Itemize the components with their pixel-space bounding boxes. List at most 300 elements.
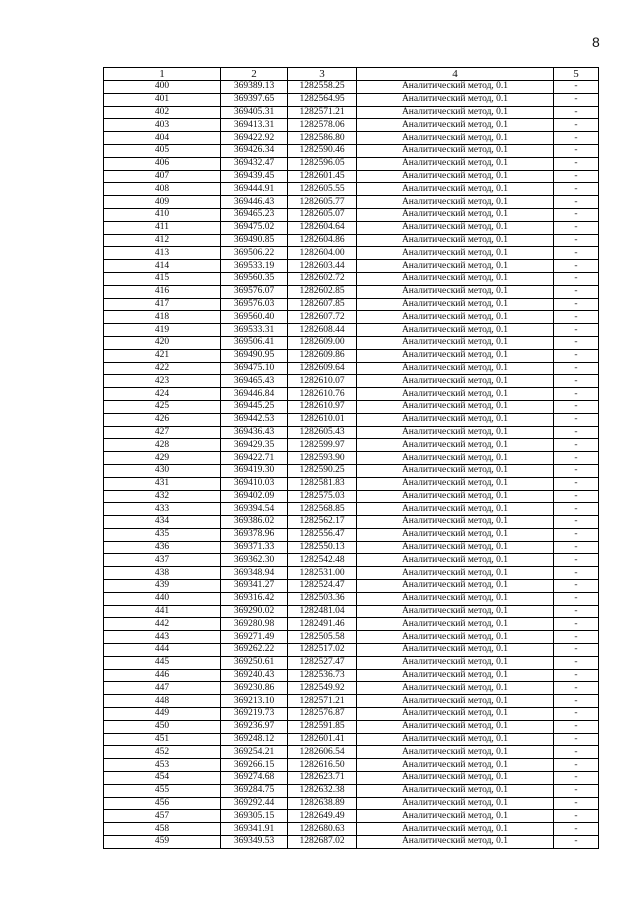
determination-method: Аналитический метод, 0.1 [357,823,554,836]
error-value: - [554,183,599,196]
determination-method: Аналитический метод, 0.1 [357,170,554,183]
table-row [104,554,599,567]
table-row [104,528,599,541]
determination-method: Аналитический метод, 0.1 [357,656,554,669]
point-number: 413 [104,247,221,260]
error-value: - [554,119,599,132]
determination-method: Аналитический метод, 0.1 [357,285,554,298]
error-value: - [554,439,599,452]
determination-method: Аналитический метод, 0.1 [357,311,554,324]
determination-method: Аналитический метод, 0.1 [357,260,554,273]
x-coordinate: 369429.35 [221,439,288,452]
determination-method: Аналитический метод, 0.1 [357,516,554,529]
x-coordinate: 369316.42 [221,592,288,605]
table-row [104,234,599,247]
x-coordinate: 369533.19 [221,260,288,273]
point-number: 451 [104,733,221,746]
determination-method: Аналитический метод, 0.1 [357,221,554,234]
table-row [104,106,599,119]
table-row [104,272,599,285]
table-row [104,759,599,772]
error-value: - [554,106,599,119]
error-value: - [554,759,599,772]
x-coordinate: 369266.15 [221,759,288,772]
error-value: - [554,516,599,529]
table-row [104,336,599,349]
determination-method: Аналитический метод, 0.1 [357,772,554,785]
y-coordinate: 1282610.76 [288,388,357,401]
error-value: - [554,400,599,413]
x-coordinate: 369394.54 [221,503,288,516]
error-value: - [554,746,599,759]
determination-method: Аналитический метод, 0.1 [357,157,554,170]
table-row [104,567,599,580]
determination-method: Аналитический метод, 0.1 [357,644,554,657]
point-number: 446 [104,669,221,682]
point-number: 423 [104,375,221,388]
determination-method: Аналитический метод, 0.1 [357,810,554,823]
y-coordinate: 1282649.49 [288,810,357,823]
determination-method: Аналитический метод, 0.1 [357,234,554,247]
y-coordinate: 1282632.38 [288,784,357,797]
x-coordinate: 369560.35 [221,272,288,285]
point-number: 447 [104,682,221,695]
x-coordinate: 369341.27 [221,580,288,593]
header-col-2: 2 [221,68,288,81]
point-number: 435 [104,528,221,541]
determination-method: Аналитический метод, 0.1 [357,541,554,554]
table-row [104,516,599,529]
coordinates-table [103,67,599,849]
error-value: - [554,413,599,426]
point-number: 400 [104,81,221,94]
x-coordinate: 369533.31 [221,324,288,337]
table-row [104,477,599,490]
error-value: - [554,221,599,234]
point-number: 456 [104,797,221,810]
x-coordinate: 369290.02 [221,605,288,618]
point-number: 445 [104,656,221,669]
error-value: - [554,592,599,605]
y-coordinate: 1282604.86 [288,234,357,247]
table-row [104,285,599,298]
x-coordinate: 369506.22 [221,247,288,260]
error-value: - [554,682,599,695]
table-row [104,720,599,733]
determination-method: Аналитический метод, 0.1 [357,567,554,580]
determination-method: Аналитический метод, 0.1 [357,388,554,401]
x-coordinate: 369284.75 [221,784,288,797]
y-coordinate: 1282527.47 [288,656,357,669]
table-row [104,413,599,426]
y-coordinate: 1282602.72 [288,272,357,285]
y-coordinate: 1282605.77 [288,196,357,209]
y-coordinate: 1282536.73 [288,669,357,682]
x-coordinate: 369410.03 [221,477,288,490]
table-row [104,836,599,849]
table-row [104,400,599,413]
determination-method: Аналитический метод, 0.1 [357,784,554,797]
determination-method: Аналитический метод, 0.1 [357,720,554,733]
error-value: - [554,388,599,401]
table-row [104,93,599,106]
error-value: - [554,234,599,247]
y-coordinate: 1282605.55 [288,183,357,196]
table-row [104,708,599,721]
point-number: 401 [104,93,221,106]
x-coordinate: 369576.07 [221,285,288,298]
error-value: - [554,490,599,503]
x-coordinate: 369240.43 [221,669,288,682]
x-coordinate: 369213.10 [221,695,288,708]
table-row [104,311,599,324]
table-row [104,682,599,695]
x-coordinate: 369402.09 [221,490,288,503]
x-coordinate: 369349.53 [221,836,288,849]
point-number: 452 [104,746,221,759]
point-number: 409 [104,196,221,209]
point-number: 428 [104,439,221,452]
x-coordinate: 369230.86 [221,682,288,695]
x-coordinate: 369445.25 [221,400,288,413]
point-number: 434 [104,516,221,529]
x-coordinate: 369348.94 [221,567,288,580]
point-number: 427 [104,426,221,439]
x-coordinate: 369274.68 [221,772,288,785]
y-coordinate: 1282531.00 [288,567,357,580]
point-number: 450 [104,720,221,733]
error-value: - [554,247,599,260]
determination-method: Аналитический метод, 0.1 [357,464,554,477]
y-coordinate: 1282586.80 [288,132,357,145]
table-row [104,784,599,797]
error-value: - [554,720,599,733]
y-coordinate: 1282687.02 [288,836,357,849]
determination-method: Аналитический метод, 0.1 [357,452,554,465]
y-coordinate: 1282571.21 [288,695,357,708]
point-number: 424 [104,388,221,401]
table-row [104,733,599,746]
point-number: 414 [104,260,221,273]
y-coordinate: 1282603.44 [288,260,357,273]
table-row [104,592,599,605]
y-coordinate: 1282590.25 [288,464,357,477]
table-row [104,605,599,618]
table-row [104,132,599,145]
error-value: - [554,81,599,94]
x-coordinate: 369341.91 [221,823,288,836]
x-coordinate: 369560.40 [221,311,288,324]
error-value: - [554,362,599,375]
error-value: - [554,567,599,580]
error-value: - [554,554,599,567]
table-row [104,81,599,94]
error-value: - [554,298,599,311]
x-coordinate: 369397.65 [221,93,288,106]
x-coordinate: 369405.31 [221,106,288,119]
y-coordinate: 1282608.44 [288,324,357,337]
page-number: 8 [592,34,600,50]
point-number: 444 [104,644,221,657]
table-row [104,452,599,465]
determination-method: Аналитический метод, 0.1 [357,132,554,145]
error-value: - [554,464,599,477]
x-coordinate: 369490.95 [221,349,288,362]
y-coordinate: 1282558.25 [288,81,357,94]
point-number: 431 [104,477,221,490]
y-coordinate: 1282571.21 [288,106,357,119]
table-row [104,810,599,823]
x-coordinate: 369305.15 [221,810,288,823]
error-value: - [554,541,599,554]
determination-method: Аналитический метод, 0.1 [357,797,554,810]
determination-method: Аналитический метод, 0.1 [357,695,554,708]
determination-method: Аналитический метод, 0.1 [357,426,554,439]
error-value: - [554,324,599,337]
x-coordinate: 369439.45 [221,170,288,183]
x-coordinate: 369250.61 [221,656,288,669]
x-coordinate: 369444.91 [221,183,288,196]
error-value: - [554,631,599,644]
error-value: - [554,375,599,388]
y-coordinate: 1282601.45 [288,170,357,183]
x-coordinate: 369254.21 [221,746,288,759]
y-coordinate: 1282609.00 [288,336,357,349]
determination-method: Аналитический метод, 0.1 [357,298,554,311]
table-row [104,541,599,554]
y-coordinate: 1282623.71 [288,772,357,785]
point-number: 405 [104,144,221,157]
y-coordinate: 1282517.02 [288,644,357,657]
point-number: 458 [104,823,221,836]
determination-method: Аналитический метод, 0.1 [357,349,554,362]
point-number: 457 [104,810,221,823]
table-row [104,221,599,234]
point-number: 429 [104,452,221,465]
x-coordinate: 369475.02 [221,221,288,234]
error-value: - [554,477,599,490]
point-number: 408 [104,183,221,196]
y-coordinate: 1282578.06 [288,119,357,132]
determination-method: Аналитический метод, 0.1 [357,605,554,618]
point-number: 420 [104,336,221,349]
table-row [104,656,599,669]
error-value: - [554,772,599,785]
x-coordinate: 369465.43 [221,375,288,388]
table-row [104,644,599,657]
point-number: 421 [104,349,221,362]
header-col-5: 5 [554,68,599,81]
error-value: - [554,208,599,221]
table-row [104,695,599,708]
determination-method: Аналитический метод, 0.1 [357,93,554,106]
determination-method: Аналитический метод, 0.1 [357,362,554,375]
point-number: 436 [104,541,221,554]
x-coordinate: 369475.10 [221,362,288,375]
point-number: 430 [104,464,221,477]
determination-method: Аналитический метод, 0.1 [357,490,554,503]
point-number: 448 [104,695,221,708]
determination-method: Аналитический метод, 0.1 [357,336,554,349]
table-row [104,362,599,375]
point-number: 418 [104,311,221,324]
point-number: 453 [104,759,221,772]
point-number: 407 [104,170,221,183]
determination-method: Аналитический метод, 0.1 [357,144,554,157]
point-number: 422 [104,362,221,375]
error-value: - [554,144,599,157]
determination-method: Аналитический метод, 0.1 [357,592,554,605]
y-coordinate: 1282593.90 [288,452,357,465]
determination-method: Аналитический метод, 0.1 [357,528,554,541]
y-coordinate: 1282591.85 [288,720,357,733]
y-coordinate: 1282605.43 [288,426,357,439]
header-col-4: 4 [357,68,554,81]
point-number: 454 [104,772,221,785]
table-row [104,375,599,388]
determination-method: Аналитический метод, 0.1 [357,439,554,452]
error-value: - [554,695,599,708]
error-value: - [554,260,599,273]
x-coordinate: 369436.43 [221,426,288,439]
table-row [104,464,599,477]
x-coordinate: 369446.43 [221,196,288,209]
determination-method: Аналитический метод, 0.1 [357,208,554,221]
y-coordinate: 1282564.95 [288,93,357,106]
y-coordinate: 1282581.83 [288,477,357,490]
x-coordinate: 369248.12 [221,733,288,746]
table-row [104,298,599,311]
table-row [104,157,599,170]
point-number: 449 [104,708,221,721]
error-value: - [554,644,599,657]
point-number: 411 [104,221,221,234]
y-coordinate: 1282491.46 [288,618,357,631]
y-coordinate: 1282604.64 [288,221,357,234]
point-number: 433 [104,503,221,516]
y-coordinate: 1282550.13 [288,541,357,554]
x-coordinate: 369371.33 [221,541,288,554]
table-row [104,503,599,516]
y-coordinate: 1282602.85 [288,285,357,298]
determination-method: Аналитический метод, 0.1 [357,682,554,695]
y-coordinate: 1282604.00 [288,247,357,260]
x-coordinate: 369419.30 [221,464,288,477]
y-coordinate: 1282680.63 [288,823,357,836]
error-value: - [554,797,599,810]
table-row [104,144,599,157]
y-coordinate: 1282610.97 [288,400,357,413]
y-coordinate: 1282503.36 [288,592,357,605]
determination-method: Аналитический метод, 0.1 [357,247,554,260]
error-value: - [554,580,599,593]
error-value: - [554,503,599,516]
point-number: 437 [104,554,221,567]
table-row [104,388,599,401]
determination-method: Аналитический метод, 0.1 [357,106,554,119]
point-number: 459 [104,836,221,849]
determination-method: Аналитический метод, 0.1 [357,580,554,593]
table-row [104,119,599,132]
determination-method: Аналитический метод, 0.1 [357,400,554,413]
determination-method: Аналитический метод, 0.1 [357,708,554,721]
error-value: - [554,656,599,669]
x-coordinate: 369422.71 [221,452,288,465]
y-coordinate: 1282610.07 [288,375,357,388]
table-row [104,349,599,362]
determination-method: Аналитический метод, 0.1 [357,375,554,388]
y-coordinate: 1282568.85 [288,503,357,516]
table-row [104,196,599,209]
y-coordinate: 1282549.92 [288,682,357,695]
error-value: - [554,452,599,465]
x-coordinate: 369389.13 [221,81,288,94]
table-row [104,183,599,196]
determination-method: Аналитический метод, 0.1 [357,836,554,849]
table-row [104,669,599,682]
x-coordinate: 369378.96 [221,528,288,541]
point-number: 455 [104,784,221,797]
error-value: - [554,311,599,324]
determination-method: Аналитический метод, 0.1 [357,324,554,337]
determination-method: Аналитический метод, 0.1 [357,746,554,759]
table-row [104,618,599,631]
table-row [104,580,599,593]
header-row [104,68,599,81]
point-number: 441 [104,605,221,618]
error-value: - [554,708,599,721]
y-coordinate: 1282606.54 [288,746,357,759]
x-coordinate: 369426.34 [221,144,288,157]
x-coordinate: 369506.41 [221,336,288,349]
point-number: 406 [104,157,221,170]
determination-method: Аналитический метод, 0.1 [357,477,554,490]
determination-method: Аналитический метод, 0.1 [357,631,554,644]
x-coordinate: 369465.23 [221,208,288,221]
error-value: - [554,285,599,298]
y-coordinate: 1282638.89 [288,797,357,810]
error-value: - [554,669,599,682]
table-row [104,490,599,503]
y-coordinate: 1282542.48 [288,554,357,567]
point-number: 442 [104,618,221,631]
error-value: - [554,810,599,823]
y-coordinate: 1282610.01 [288,413,357,426]
x-coordinate: 369413.31 [221,119,288,132]
determination-method: Аналитический метод, 0.1 [357,669,554,682]
table-row [104,324,599,337]
error-value: - [554,605,599,618]
determination-method: Аналитический метод, 0.1 [357,196,554,209]
header-col-1: 1 [104,68,221,81]
point-number: 404 [104,132,221,145]
point-number: 415 [104,272,221,285]
determination-method: Аналитический метод, 0.1 [357,81,554,94]
error-value: - [554,272,599,285]
x-coordinate: 369386.02 [221,516,288,529]
point-number: 426 [104,413,221,426]
x-coordinate: 369576.03 [221,298,288,311]
table-row [104,797,599,810]
table-row [104,208,599,221]
y-coordinate: 1282596.05 [288,157,357,170]
error-value: - [554,170,599,183]
y-coordinate: 1282481.04 [288,605,357,618]
x-coordinate: 369292.44 [221,797,288,810]
point-number: 410 [104,208,221,221]
point-number: 403 [104,119,221,132]
determination-method: Аналитический метод, 0.1 [357,759,554,772]
